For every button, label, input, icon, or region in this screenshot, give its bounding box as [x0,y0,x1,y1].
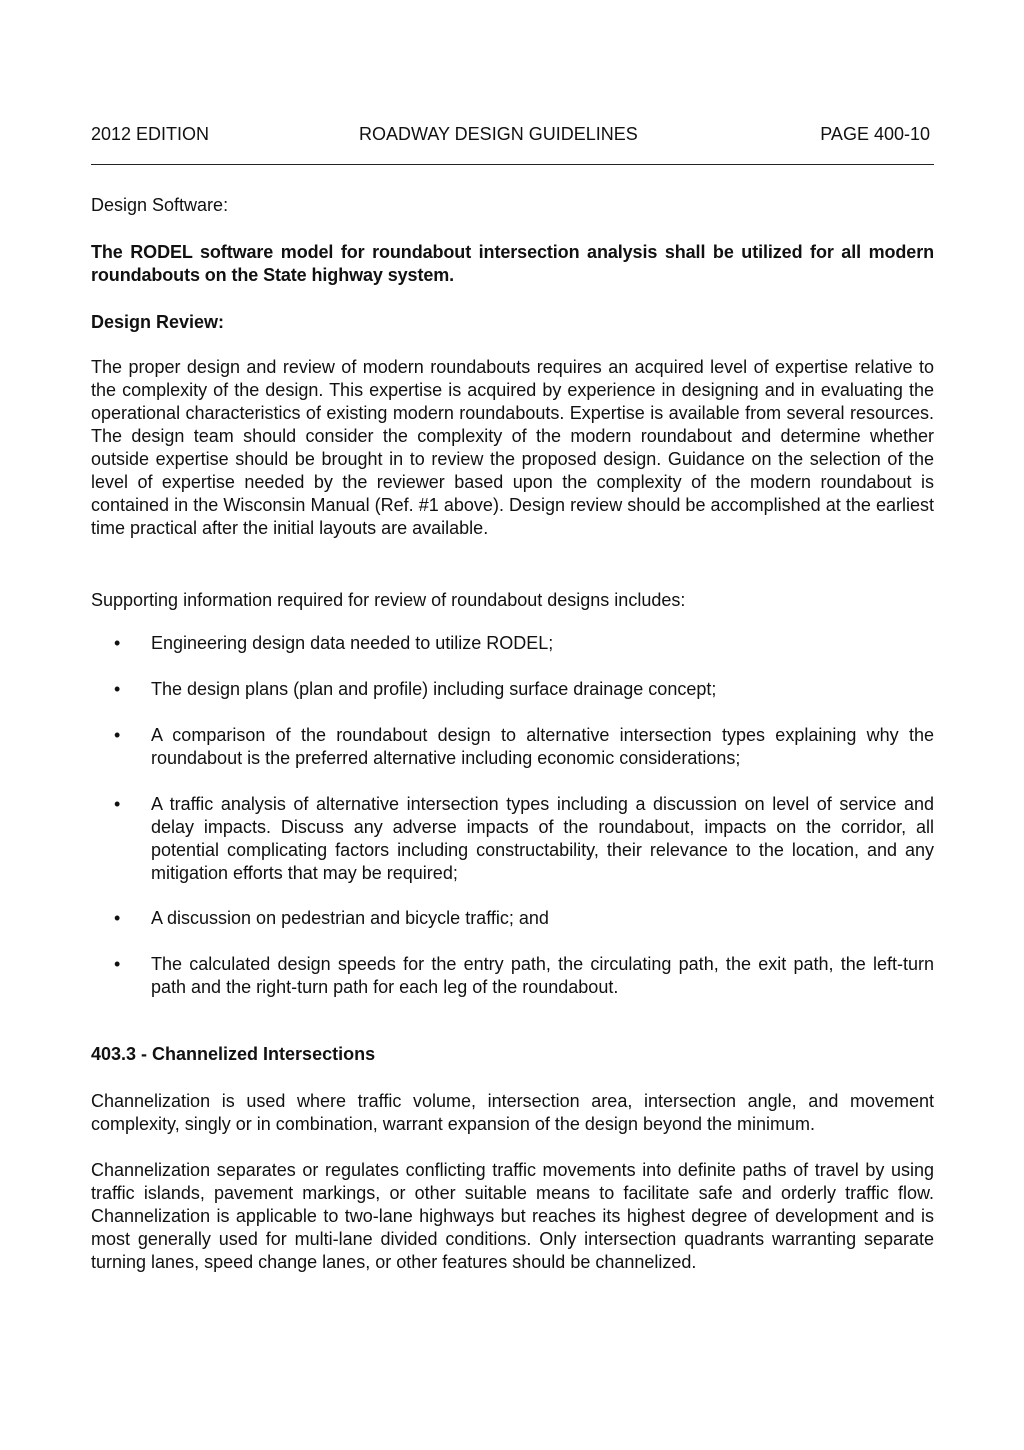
header-page-number: PAGE 400-10 [820,124,930,144]
list-item-text: The design plans (plan and profile) including surface drainage concept; [151,679,717,699]
list-item-text: Engineering design data needed to utilize RODEL; [151,633,554,653]
bullet-icon: • [114,954,121,974]
design-software-statement: The RODEL software model for roundabout intersection analysis shall be utilized for all modern roundabouts on the State highway system. [91,242,934,285]
list-item-text: A traffic analysis of alternative intersection types including a discussion on level of service and delay impacts. Discuss any adverse impacts of the roundabout, impacts on the corridor, all potential complicating factors including constructability, their relevance to the location, and any mitigation efforts that may be required; [151,794,934,883]
design-software-label: Design Software: [91,195,229,215]
design-review-heading: Design Review: [91,312,225,332]
list-item-text: A discussion on pedestrian and bicycle traffic; and [151,908,549,928]
header-divider [91,164,934,165]
supporting-info-intro: Supporting information required for review of roundabout designs includes: [91,590,686,610]
bullet-icon: • [114,794,121,814]
channelization-paragraph-1: Channelization is used where traffic volume, intersection area, intersection angle, and movement complexity, singly or in combination, warrant expansion of the design beyond the minimum. [91,1091,934,1134]
page-header [91,122,934,146]
bullet-icon: • [114,725,121,745]
list-item-text: A comparison of the roundabout design to alternative intersection types explaining why the roundabout is the preferred alternative including economic considerations; [151,725,934,768]
section-heading-403-3: 403.3 - Channelized Intersections [91,1044,376,1064]
header-title: ROADWAY DESIGN GUIDELINES [359,124,638,144]
bullet-icon: • [114,679,121,699]
channelization-paragraph-2: Channelization separates or regulates conflicting traffic movements into definite paths of travel by using traffic islands, pavement markings, or other suitable means to facilitate safe and orderly traffic flow. Channelization is applicable to two-lane highways but reaches its highest degree of development and is most generally used for multi-lane divided conditions. Only intersection quadrants warranting separate turning lanes, speed change lanes, or other features should be channelized. [91,1160,934,1272]
bullet-icon: • [114,633,121,653]
design-review-paragraph: The proper design and review of modern roundabouts requires an acquired level of expertise relative to the complexity of the design. This expertise is acquired by experience in designing and in evaluating the operational characteristics of existing modern roundabouts. Expertise is available from several resources. The design team should consider the complexity of the modern roundabout and determine whether outside expertise should be brought in to review the proposed design. Guidance on the selection of the level of expertise needed by the reviewer based upon the complexity of the modern roundabout is contained in the Wisconsin Manual (Ref. #1 above). Design review should be accomplished at the earliest time practical after the initial layouts are available. [91,357,934,538]
list-item-text: The calculated design speeds for the entry path, the circulating path, the exit path, the left-turn path and the right-turn path for each leg of the roundabout. [151,954,934,997]
header-edition: 2012 EDITION [91,124,210,144]
bullet-icon: • [114,908,121,928]
